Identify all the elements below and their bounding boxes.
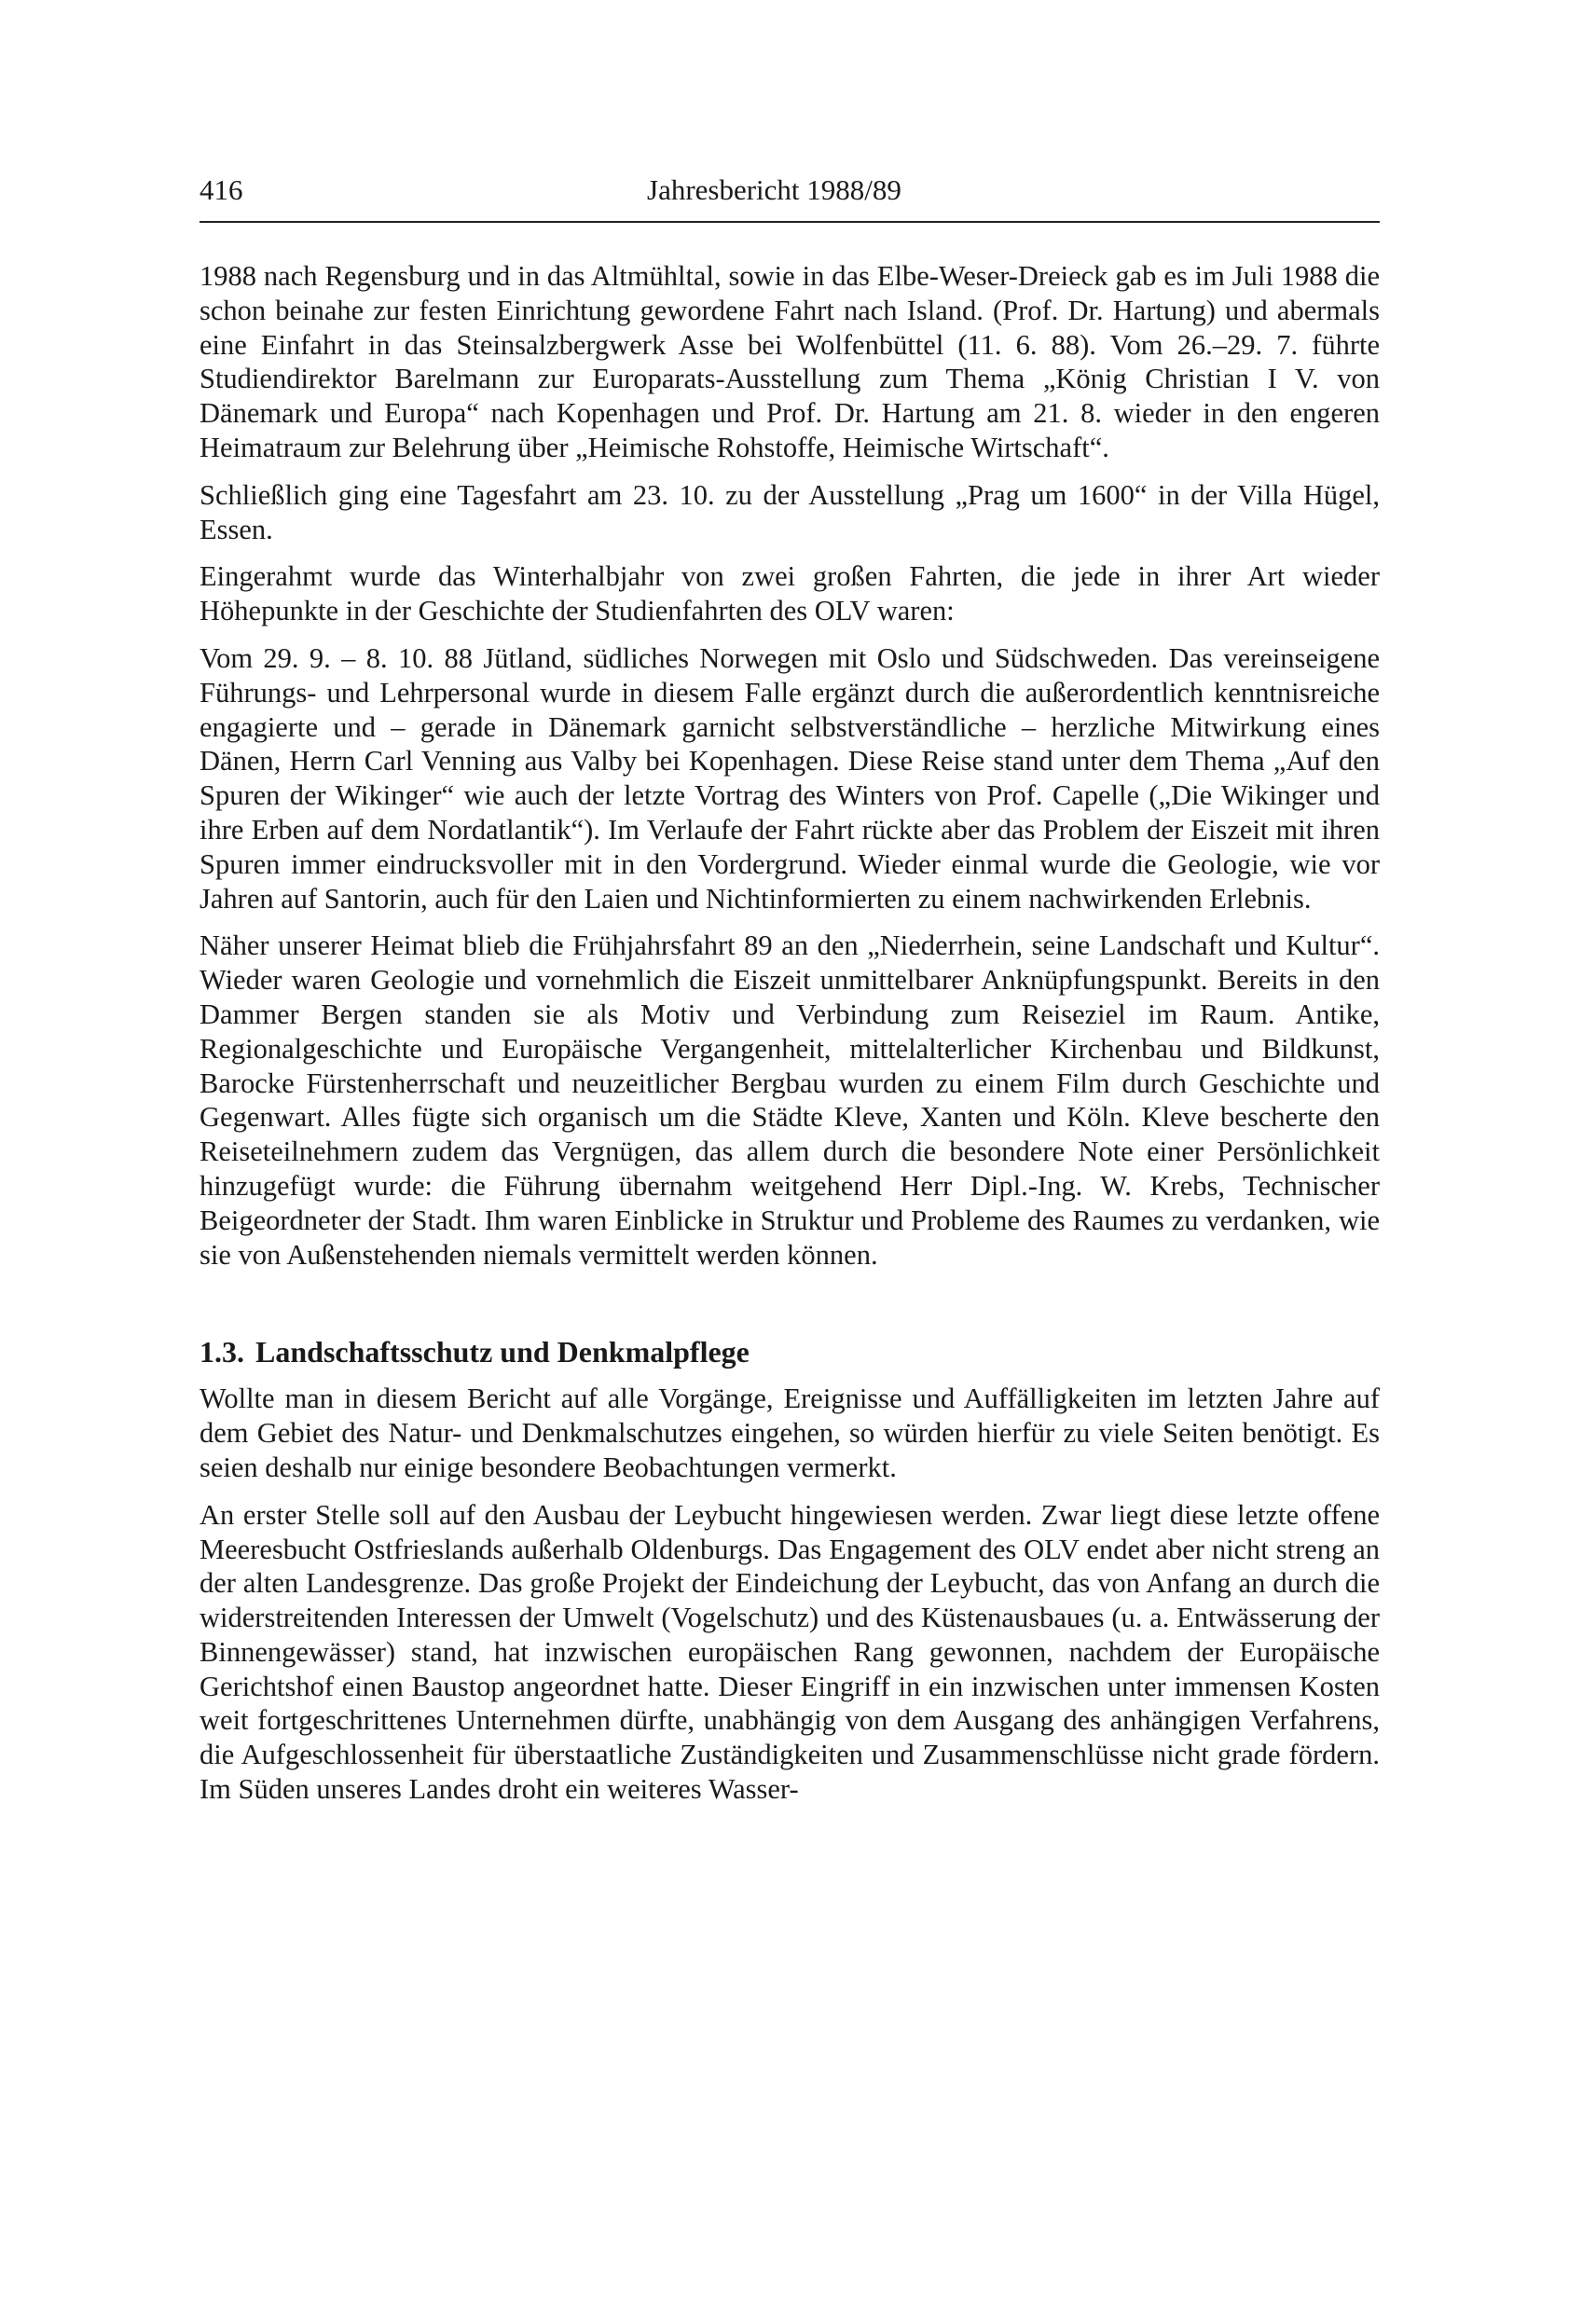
page-number: 416 bbox=[200, 173, 243, 206]
section-number: 1.3. bbox=[200, 1335, 244, 1369]
section-heading bbox=[200, 1333, 1380, 1370]
paragraph-winter-trips-intro: Eingerahmt wurde das Winterhalbjahr von zwei großen Fahrten, die jede in ihrer Art wieder Höhepunkte in der Geschichte der Studienfahrten des OLV waren: bbox=[200, 560, 1380, 627]
paragraph-leybucht: An erster Stelle soll auf den Ausbau der Leybucht hingewiesen werden. Zwar liegt diese letzte offene Meeresbucht Ostfrieslands außerhalb Oldenburgs. Das Engagement des OLV endet aber nicht streng an der alten Landesgrenze. Das große Projekt der Eindeichung der Leybucht, das von Anfang an durch die widerstreitenden Interessen der Umwelt (Vogelschutz) und des Küstenausbaues (u. a. Entwässerung der Binnengewässer) stand, hat inzwischen europäischen Rang gewonnen, nachdem der Europäische Gerichtshof einen Baustop angeordnet hatte. Dieser Eingriff in ein inzwischen unter immensen Kosten weit fortgeschrittenes Unternehmen dürfte, unabhängig von dem Ausgang des anhängigen Verfahrens, die Aufgeschlossenheit für überstaatliche Zuständigkeiten und Zusammenschlüsse nicht grade fördern. Im Süden unseres Landes droht ein weiteres Wasser- bbox=[200, 1498, 1380, 1806]
paragraph-jutland-trip: Vom 29. 9. – 8. 10. 88 Jütland, südliches Norwegen mit Oslo und Südschweden. Das vereinseigene Führungs- und Lehrpersonal wurde in diesem Falle ergänzt durch die außerordentlich kenntnisreiche engagierte und – gerade in Dänemark garnicht selbstverständliche – herzliche Mitwirkung eines Dänen, Herrn Carl Venning aus Valby bei Kopenhagen. Diese Reise stand unter dem Thema „Auf den Spuren der Wikinger“ wie auch der letzte Vortrag des Winters von Prof. Capelle („Die Wikinger und ihre Erben auf dem Nordatlantik“). Im Verlaufe der Fahrt rückte aber das Problem der Eiszeit mit ihren Spuren immer eindrucksvoller mit in den Vordergrund. Wieder einmal wurde die Geologie, wie vor Jahren auf Santorin, auch für den Laien und Nichtinformierten zu einem nachwirkenden Erlebnis. bbox=[200, 641, 1380, 915]
paragraph-excursions-1988: 1988 nach Regensburg und in das Altmühltal, sowie in das Elbe-Weser-Dreieck gab es im Juli 1988 die schon beinahe zur festen Einrichtung gewordene Fahrt nach Island. (Prof. Dr. Hartung) und abermals eine Einfahrt in das Steinsalzbergwerk Asse bei Wolfenbüttel (11. 6. 88). Vom 26.–29. 7. führte Studiendirektor Barelmann zur Europarats-Ausstellung zum Thema „König Christian I V. von Dänemark und Europa“ nach Kopenhagen und Prof. Dr. Hartung am 21. 8. wieder in den engeren Heimatraum zur Belehrung über „Heimische Rohstoffe, Heimische Wirtschaft“. bbox=[200, 260, 1380, 463]
running-title: Jahresbericht 1988/89 bbox=[647, 173, 901, 206]
page-header bbox=[200, 172, 1380, 223]
section-title: Landschaftsschutz und Denkmalpflege bbox=[255, 1335, 750, 1369]
paragraph-report-scope: Wollte man in diesem Bericht auf alle Vorgänge, Ereignisse und Auffälligkeiten im letzten Jahre auf dem Gebiet des Natur- und Denkmalschutzes eingehen, so würden hierfür zu viele Seiten benötigt. Es seien deshalb nur einige besondere Beobachtungen vermerkt. bbox=[200, 1383, 1380, 1483]
paragraph-prague-exhibition: Schließlich ging eine Tagesfahrt am 23. 10. zu der Ausstellung „Prag um 1600“ in der Villa Hügel, Essen. bbox=[200, 478, 1380, 545]
page-body bbox=[200, 259, 1380, 1820]
paragraph-lower-rhine-trip: Näher unserer Heimat blieb die Frühjahrsfahrt 89 an den „Niederrhein, seine Landschaft und Kultur“. Wieder waren Geologie und vornehmlich die Eiszeit unmittelbarer Anknüpfungspunkt. Bereits in den Dammer Bergen standen sie als Motiv und Verbindung zum Reiseziel im Raum. Antike, Regionalgeschichte und Europäische Vergangenheit, mittelalterlicher Kirchenbau und Bildkunst, Barocke Fürstenherrschaft und neuzeitlicher Bergbau wurden zu einem Film durch Geschichte und Gegenwart. Alles fügte sich organisch um die Städte Kleve, Xanten und Köln. Kleve bescherte den Reiseteilnehmern zudem das Vergnügen, das allem durch die besondere Note einer Persönlichkeit hinzugefügt wurde: die Führung übernahm weitgehend Herr Dipl.-Ing. W. Krebs, Technischer Beigeordneter der Stadt. Ihm waren Einblicke in Struktur und Probleme des Raumes zu verdanken, wie sie von Außenstehenden niemals vermittelt werden können. bbox=[200, 929, 1380, 1271]
